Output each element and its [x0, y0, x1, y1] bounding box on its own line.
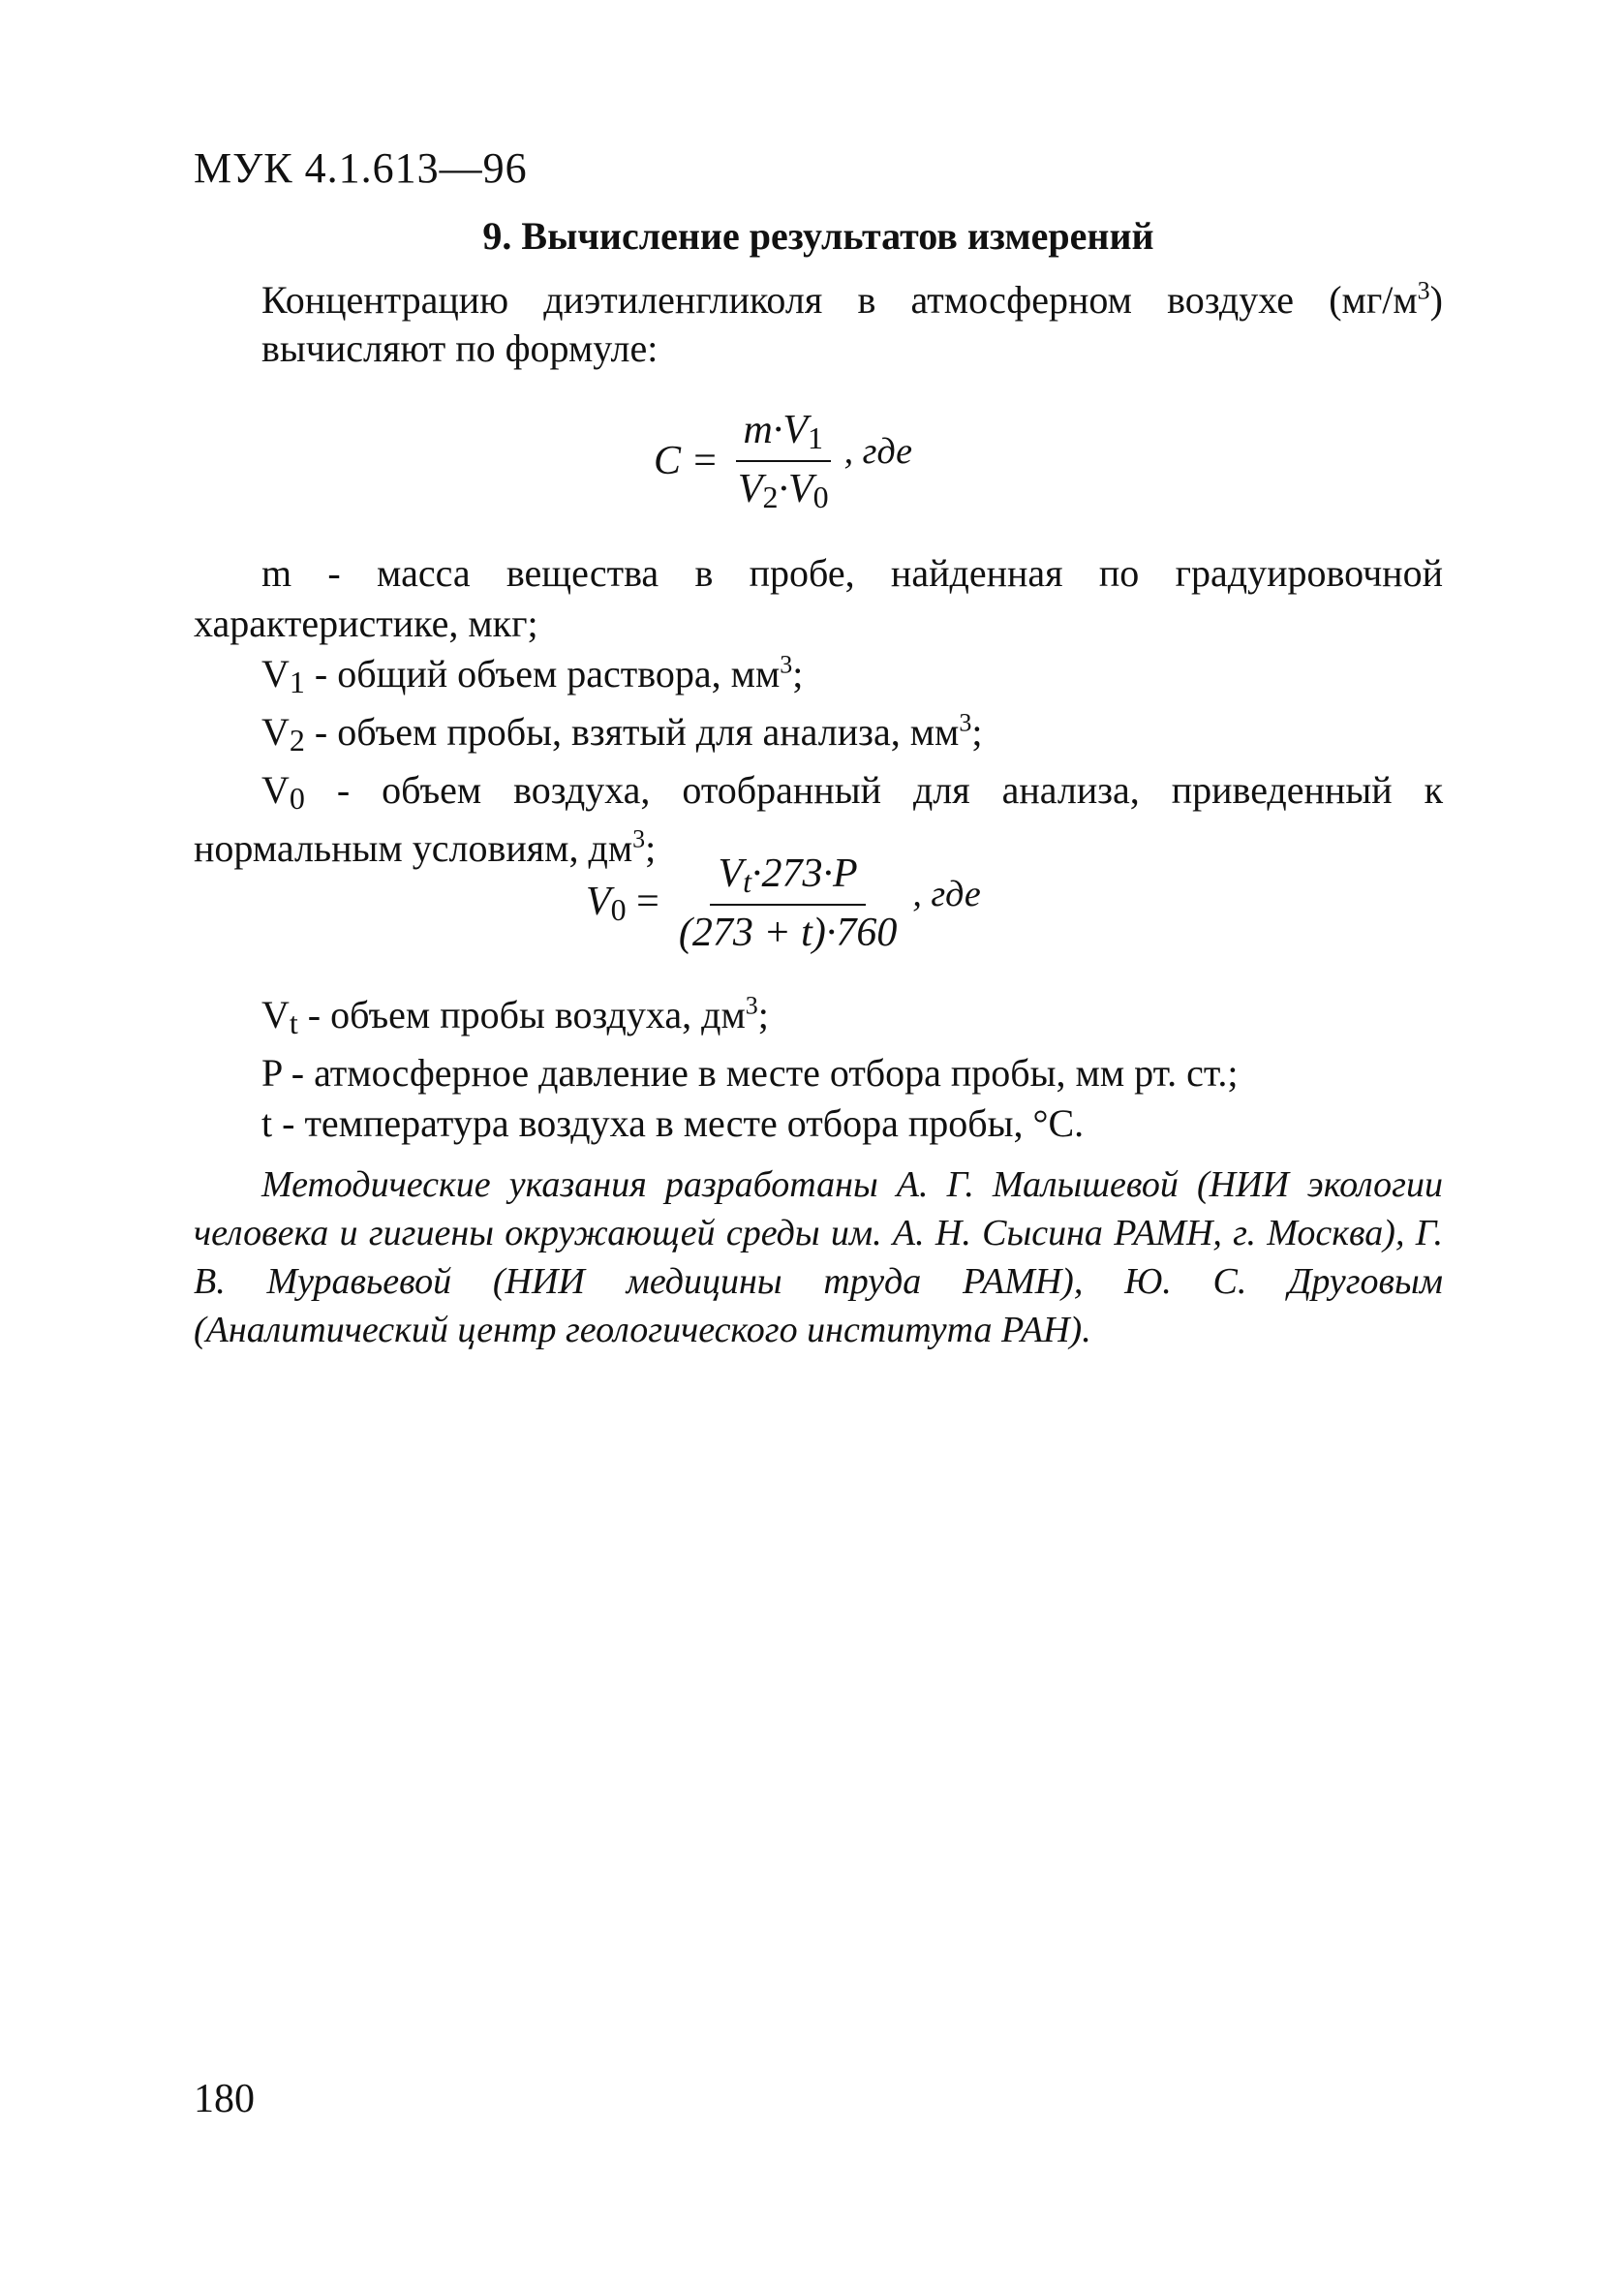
- intro-paragraph: [194, 276, 1443, 373]
- formula2-fraction: [671, 850, 904, 956]
- formula2-numerator: Vt·273·P: [710, 850, 865, 906]
- formula2-denominator: (273 + t)·760: [678, 911, 898, 955]
- intro-text-b: ) вычисляют по формуле:: [261, 278, 1443, 370]
- formula1-lhs: C =: [654, 439, 719, 483]
- definitions-list-1: [194, 548, 1443, 874]
- definition-m: m - масса вещества в пробе, найденная по градуировочной характеристике, мкг;: [194, 551, 1443, 645]
- definitions-list-2: [194, 990, 1443, 1149]
- definition-v0: V0 - объем воздуха, отобранный для анализа, приведенный к нормальным условиям, $дм^3$;: [194, 768, 1443, 870]
- definition-vt: Vt - объем пробы воздуха, $дм^3$;: [261, 991, 769, 1040]
- formula2-lhs: V0 =: [586, 880, 659, 927]
- intro-superscript: 3: [1417, 276, 1430, 305]
- definition-t: t - температура воздуха в месте отбора пробы, °С.: [261, 1101, 1085, 1145]
- normalized-volume-formula: [0, 850, 1624, 976]
- concentration-formula: [0, 407, 1624, 552]
- definition-v1: V1 - общий объем раствора, $мм^3$;: [261, 650, 804, 699]
- definition-p: P - атмосферное давление в месте отбора пробы, мм рт. ст.;: [261, 1051, 1239, 1095]
- formula1-denominator: V2·V0: [737, 467, 829, 514]
- page-number: 180: [194, 2077, 255, 2121]
- formula2-tail: , где: [912, 873, 981, 914]
- credits-paragraph: Методические указания разработаны А. Г. Малышевой (НИИ экологии человека и гигиены окружающей среды им. А. Н. Сысина РАМН, г. Москва), Г. В. Муравьевой (НИИ медицины труда РАМН), Ю. С. Друговым (Аналитический центр геологического института РАН).: [194, 1164, 1443, 1350]
- definition-v2: V2 - объем пробы, взятый для анализа, $мм^3$;: [261, 708, 983, 758]
- formula1-numerator: m·V1: [736, 407, 832, 462]
- document-code: МУК 4.1.613—96: [194, 144, 528, 192]
- section-title: 9. Вычисление результатов измерений: [482, 214, 1154, 258]
- formula1-fraction: [730, 407, 837, 515]
- formula1-tail: , где: [843, 431, 913, 472]
- intro-text-a: Концентрацию диэтиленгликоля в атмосферном воздухе (мг/м: [261, 278, 1418, 322]
